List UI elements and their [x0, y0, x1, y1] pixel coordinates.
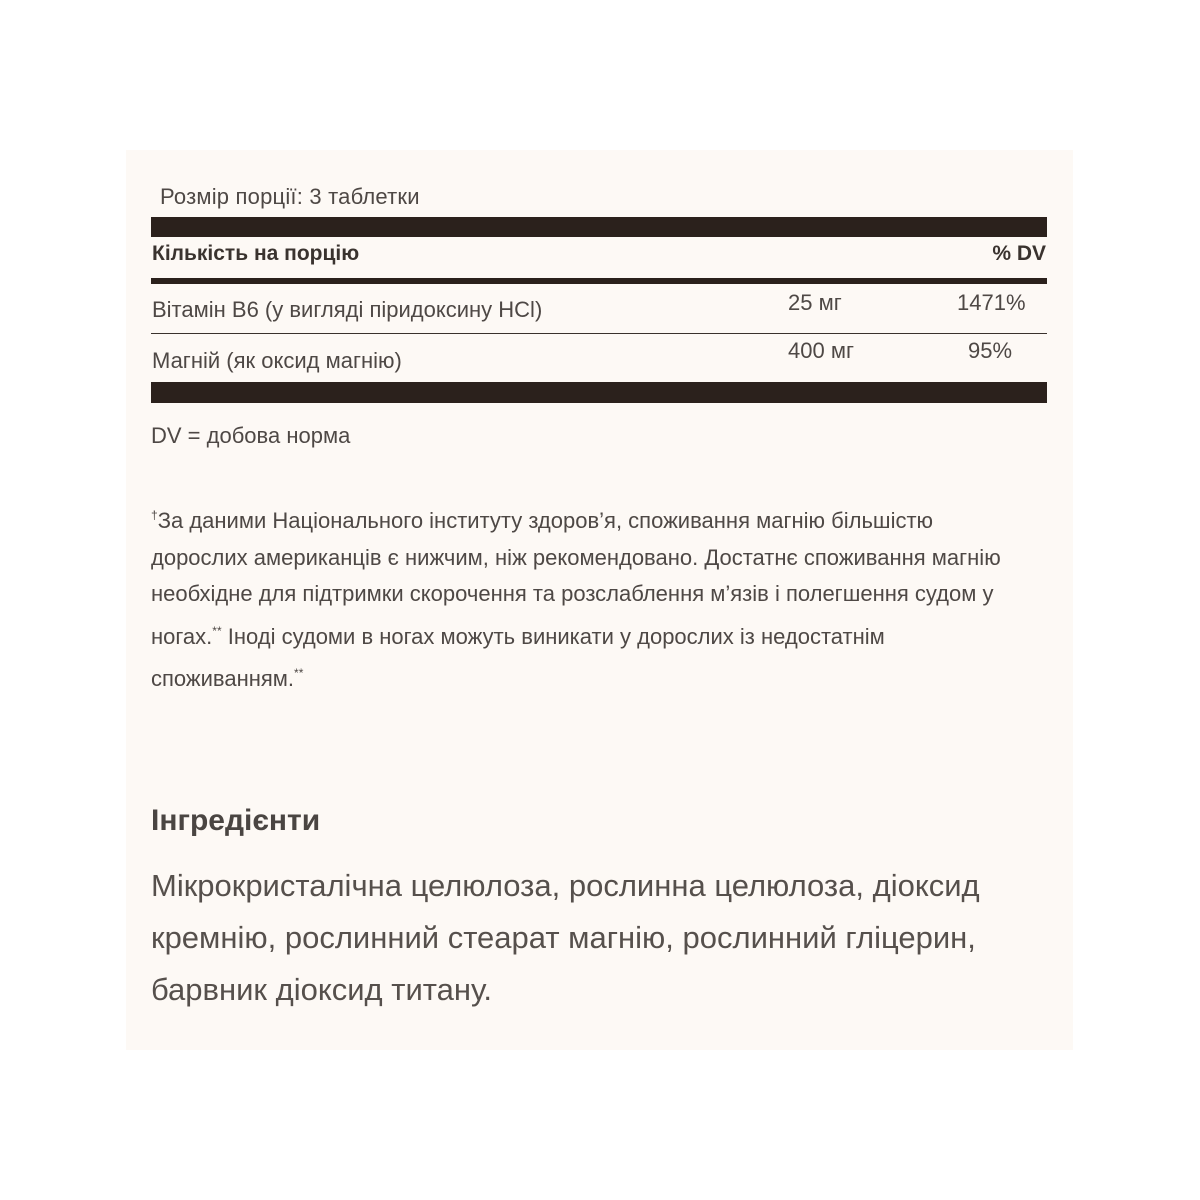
dagger-mark: †	[151, 508, 158, 522]
top-thick-rule	[151, 217, 1047, 237]
serving-size: Розмір порції: 3 таблетки	[160, 184, 420, 209]
footnote-ref-2: **	[294, 666, 304, 680]
nutrient-dv-magnesium: 95%	[968, 338, 1013, 363]
bottom-thick-rule	[151, 382, 1047, 403]
nutrient-name-magnesium: Магній (як оксид магнію)	[152, 348, 402, 373]
row-divider	[151, 333, 1047, 334]
dv-header: % DV	[992, 242, 1046, 265]
ingredients-text: Мікрокристалічна целюлоза, рослинна целюлоза, діоксид кремнію, рослинний стеарат магнію, рослинний гліцерин, барвник діоксид титану.	[151, 868, 980, 1007]
footnote-part-1: За даними Національного інституту здоров’я, споживання магнію більшістю дорослих американців є нижчим, ніж рекомендовано. Достатнє споживання магнію необхідне для підтримки скорочення та розслаблення м’язів і полегшення судом у ногах.	[151, 508, 1001, 649]
nutrient-name-b6: Вітамін B6 (у вигляді піридоксину HCl)	[152, 297, 543, 322]
ingredients-title: Інгредієнти	[151, 804, 321, 837]
footnote-part-2: Іноді судоми в ногах можуть виникати у дорослих із недостатнім споживанням.	[151, 623, 885, 691]
header-rule	[151, 278, 1047, 284]
nutrient-dv-b6: 1471%	[957, 290, 1026, 315]
footnote-text	[151, 497, 1011, 698]
nutrient-amount-b6: 25 мг	[788, 290, 842, 315]
nutrient-amount-magnesium: 400 мг	[788, 338, 854, 363]
amount-per-serving-header: Кількість на порцію	[152, 242, 360, 265]
dv-note: DV = добова норма	[151, 423, 351, 448]
footnote-ref-1: **	[212, 623, 222, 638]
